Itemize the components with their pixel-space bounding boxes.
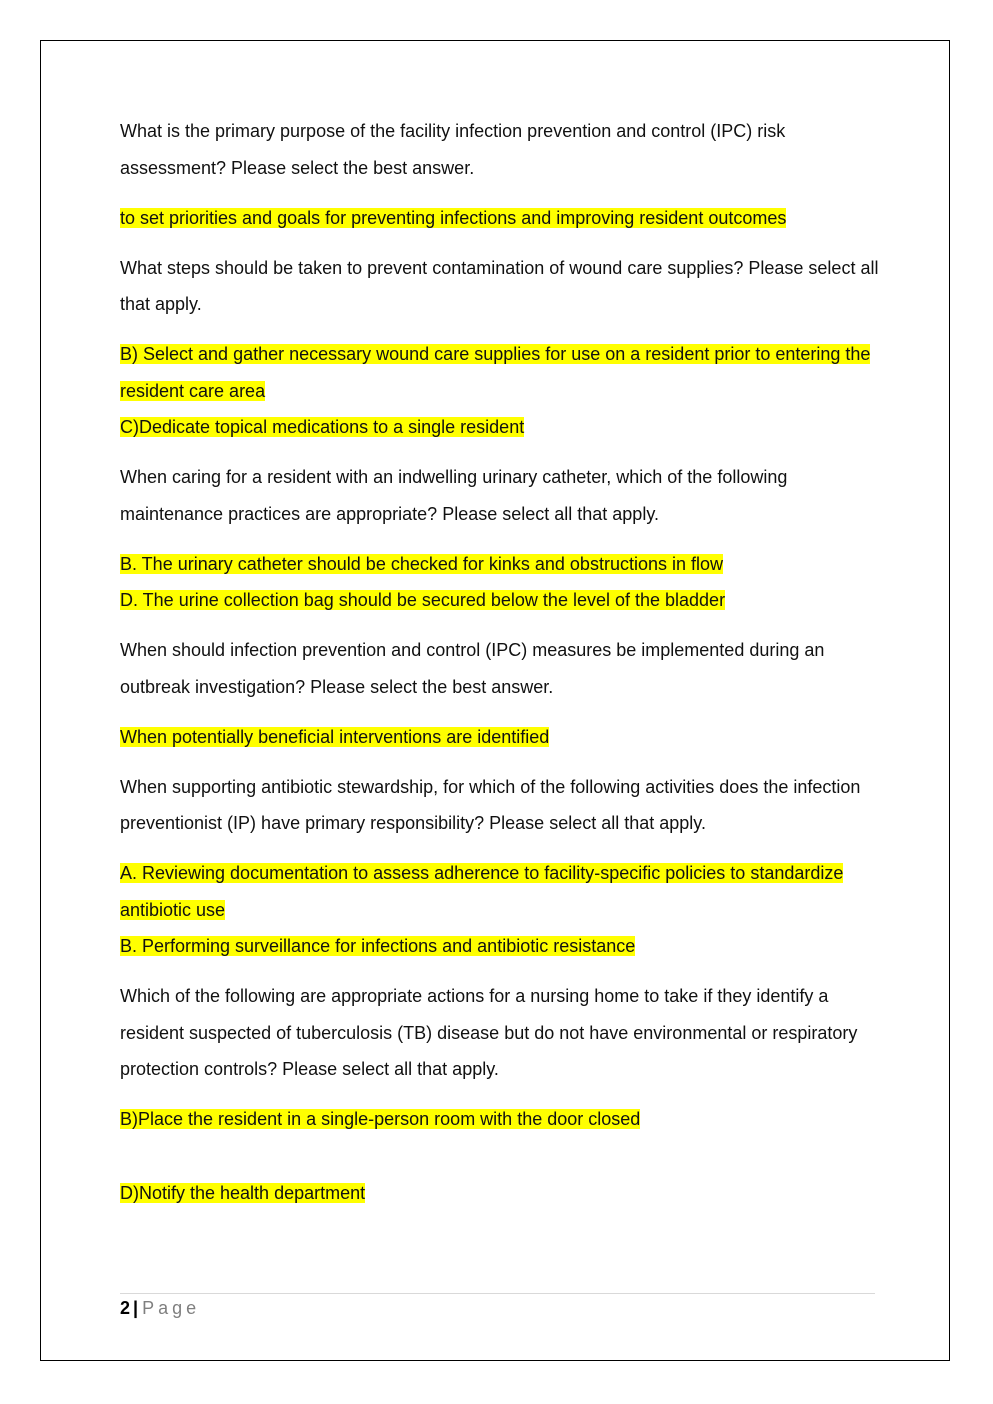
- question-5: When supporting antibiotic stewardship, for which of the following activities does the infection preventionist (IP) have primary responsibility? Please select all that apply.: [120, 776, 861, 833]
- answer-5a: [120, 855, 880, 928]
- answers-3: [120, 546, 880, 619]
- highlighted-answer-text: When potentially beneficial interventions are identified: [120, 726, 550, 747]
- answer-3a: [120, 546, 880, 583]
- answers-6: [120, 1101, 880, 1211]
- question-6: Which of the following are appropriate actions for a nursing home to take if they identify a resident suspected of tuberculosis (TB) disease but do not have environmental or respiratory protection controls? Please select all that apply.: [120, 986, 858, 1079]
- page-number: 2: [120, 1298, 131, 1318]
- highlighted-answer-text: B)Place the resident in a single-person room with the door closed: [120, 1109, 641, 1129]
- highlighted-answer-text: B. The urinary catheter should be checked for kinks and obstructions in flow: [120, 553, 723, 574]
- footer-divider: [120, 1293, 875, 1294]
- answer-6a: [120, 1101, 880, 1138]
- answers-2: [120, 336, 880, 446]
- highlighted-answer-text: D)Notify the health department: [120, 1182, 366, 1203]
- highlighted-answer-text: C)Dedicate topical medications to a single resident: [120, 417, 525, 437]
- answer-4a: [120, 719, 880, 756]
- answer-3b: [120, 582, 880, 619]
- highlighted-answer-text: D. The urine collection bag should be secured below the level of the bladder: [120, 590, 726, 610]
- question-3: When caring for a resident with an indwelling urinary catheter, which of the following maintenance practices are appropriate? Please select all that apply.: [120, 467, 788, 524]
- answer-2b: [120, 409, 880, 446]
- footer-separator: |: [133, 1298, 139, 1318]
- highlighted-answer-text: to set priorities and goals for preventing infections and improving resident outcomes: [120, 207, 787, 228]
- answer-6b: [120, 1175, 880, 1212]
- highlighted-answer-text: B) Select and gather necessary wound care supplies for use on a resident prior to entering the resident care area: [120, 344, 871, 401]
- document-body: [120, 113, 880, 1225]
- answer-2a: [120, 336, 880, 409]
- highlighted-answer-text: A. Reviewing documentation to assess adherence to facility-specific policies to standardize antibiotic use: [120, 863, 844, 920]
- question-4: When should infection prevention and control (IPC) measures be implemented during an outbreak investigation? Please select the best answer.: [120, 640, 825, 697]
- answers-4: [120, 719, 880, 756]
- question-1: What is the primary purpose of the facility infection prevention and control (IPC) risk assessment? Please select the best answer.: [120, 121, 786, 178]
- question-2: What steps should be taken to prevent contamination of wound care supplies? Please select all that apply.: [120, 257, 879, 314]
- answers-5: [120, 855, 880, 965]
- answer-5b: [120, 928, 880, 965]
- answer-1a: [120, 200, 880, 237]
- page-label: Page: [142, 1298, 201, 1318]
- highlighted-answer-text: B. Performing surveillance for infections and antibiotic resistance: [120, 936, 636, 956]
- page-footer: [120, 1295, 200, 1321]
- answers-1: [120, 200, 880, 237]
